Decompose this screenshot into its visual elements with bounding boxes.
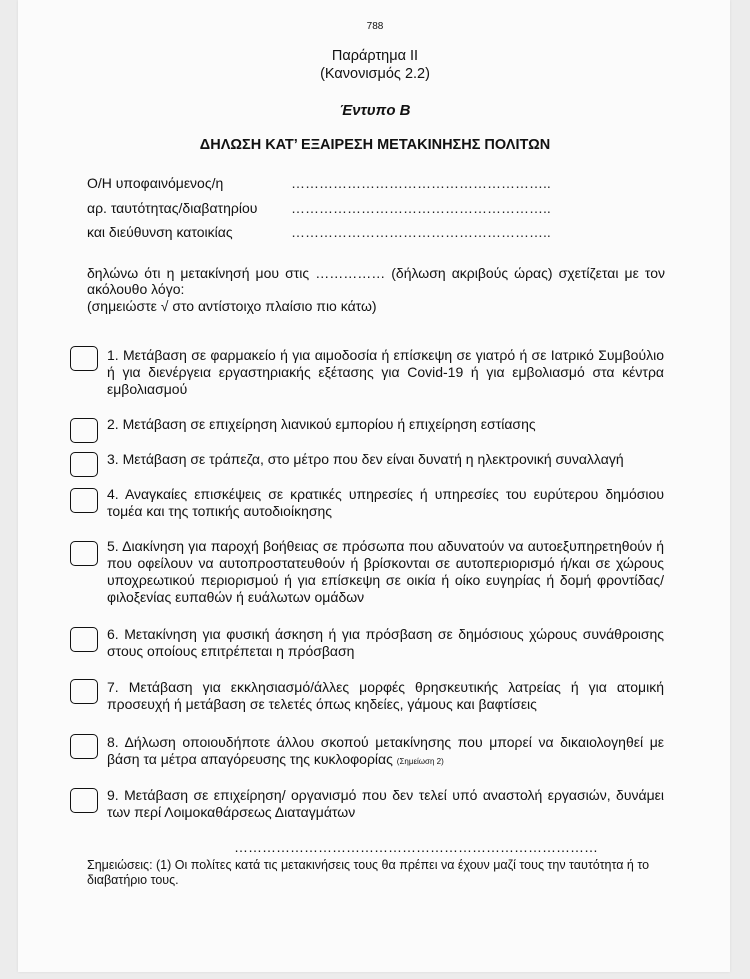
list-item: [107, 416, 664, 433]
field-label-id: αρ. ταυτότητας/διαβατηρίου: [87, 200, 258, 216]
item-note: (Σημείωση 2): [396, 757, 444, 766]
item-text: Μετάβαση σε φαρμακείο ή για αιμοδοσία ή επίσκεψη σε γιατρό ή σε Ιατρικό Συμβούλιο ή για διενέργεια εργαστηριακής εξέτασης για Covid-19 ή για εμβολιασμό στα κέντρα εμβολιασμού: [107, 347, 665, 397]
item-number: 6.: [107, 626, 119, 642]
checkbox-item-7[interactable]: [70, 679, 98, 704]
item-text: Αναγκαίες επισκέψεις σε κρατικές υπηρεσίες ή υπηρεσίες του ευρύτερου δημόσιου τομέα και της τοπικής αυτοδιοίκησης: [107, 486, 664, 519]
checkbox-item-5[interactable]: [70, 541, 98, 566]
item-number: 7.: [107, 679, 119, 695]
list-item: [107, 679, 664, 713]
annex-label: Παράρτημα ΙΙ: [331, 48, 419, 64]
signature-line[interactable]: ……………………………………………………………………: [234, 839, 598, 855]
list-item: [107, 347, 664, 398]
list-item: [107, 626, 664, 660]
item-number: 9.: [107, 787, 119, 803]
field-label-name: Ο/Η υποφαινόμενος/η: [87, 175, 224, 191]
notes-text: Σημειώσεις: (1) Οι πολίτες κατά τις μετακινήσεις τους θα πρέπει να έχουν μαζί τους την ταυτότητα ή το διαβατήριο τους.: [87, 858, 650, 887]
field-name-input[interactable]: ………………………………………………..: [291, 175, 551, 191]
declaration-title: ΔΗΛΩΣΗ ΚΑΤ’ ΕΞΑΙΡΕΣΗ ΜΕΤΑΚΙΝΗΣΗΣ ΠΟΛΙΤΩΝ: [199, 137, 551, 153]
item-number: 4.: [107, 486, 119, 502]
item-text: Διακίνηση για παροχή βοήθειας σε πρόσωπα που αδυνατούν να αυτοεξυπηρετηθούν ή που οφείλουν να αυτοπροστατευθούν ή βρίσκονται σε αυτοπεριορισμό ή/και σε χώρους υποχρεωτικού περιορισμού ή για επίσκεψη σε οικία ή οίκο ευγηρίας ή δομή φροντίδας/φιλοξενίας ευπαθών ή ευάλωτων ομάδων: [107, 538, 664, 605]
item-text: Δήλωση οποιουδήποτε άλλου σκοπού μετακίνησης που μπορεί να δικαιολογηθεί με βάση τα μέτρα απαγόρευσης της κυκλοφορίας: [107, 734, 664, 767]
checkbox-item-4[interactable]: [70, 488, 98, 513]
item-text: Μετάβαση για εκκλησιασμό/άλλες μορφές θρησκευτικής λατρείας ή για ατομική προσευχή ή μετάβαση σε τελετές όπως κηδείες, γάμους και βαφτίσεις: [107, 679, 664, 712]
item-number: 2.: [107, 416, 119, 432]
checkbox-item-2[interactable]: [70, 418, 98, 443]
item-number: 5.: [107, 538, 119, 554]
field-id-input[interactable]: ………………………………………………..: [291, 200, 551, 216]
page-number: 788: [366, 21, 384, 32]
form-title: Έντυπο Β: [339, 102, 411, 119]
checkbox-item-3[interactable]: [70, 452, 98, 477]
field-label-address: και διεύθυνση κατοικίας: [87, 224, 233, 240]
checkbox-item-1[interactable]: [70, 346, 98, 371]
list-item: [107, 787, 664, 821]
item-text: Μετάβαση σε επιχείρηση/ οργανισμό που δεν τελεί υπό αναστολή εργασιών, δυνάμει των περί Λοιμοκαθάρσεως Διαταγμάτων: [107, 787, 665, 820]
regulation-label: (Κανονισμός 2.2): [320, 66, 430, 82]
item-number: 1.: [107, 347, 119, 363]
item-text: Μετάβαση σε τράπεζα, στο μέτρο που δεν είναι δυνατή η ηλεκτρονική συναλλαγή: [122, 451, 624, 467]
checkbox-item-8[interactable]: [70, 734, 98, 759]
list-item: [107, 734, 664, 770]
list-item: [107, 486, 664, 520]
list-item: [107, 538, 664, 606]
item-number: 3.: [107, 451, 119, 467]
item-number: 8.: [107, 734, 119, 750]
statement-text: δηλώνω ότι η μετακίνησή μου στις …………… (δήλωση ακριβούς ώρας) σχετίζεται με τον ακόλουθο λόγο:: [87, 265, 665, 297]
annex-heading: [0, 47, 750, 83]
item-text: Μετακίνηση για φυσική άσκηση ή για πρόσβαση σε δημόσιους χώρους συνάθροισης στους οποίους επιτρέπεται η πρόσβαση: [107, 626, 665, 659]
checkbox-item-9[interactable]: [70, 788, 98, 813]
field-address-input[interactable]: ………………………………………………..: [291, 224, 551, 240]
statement-instruction: (σημειώστε √ στο αντίστοιχο πλαίσιο πιο κάτω): [87, 298, 377, 314]
item-text: Μετάβαση σε επιχείρηση λιανικού εμπορίου ή επιχείρηση εστίασης: [122, 416, 536, 432]
checkbox-item-6[interactable]: [70, 627, 98, 652]
list-item: [107, 451, 664, 468]
